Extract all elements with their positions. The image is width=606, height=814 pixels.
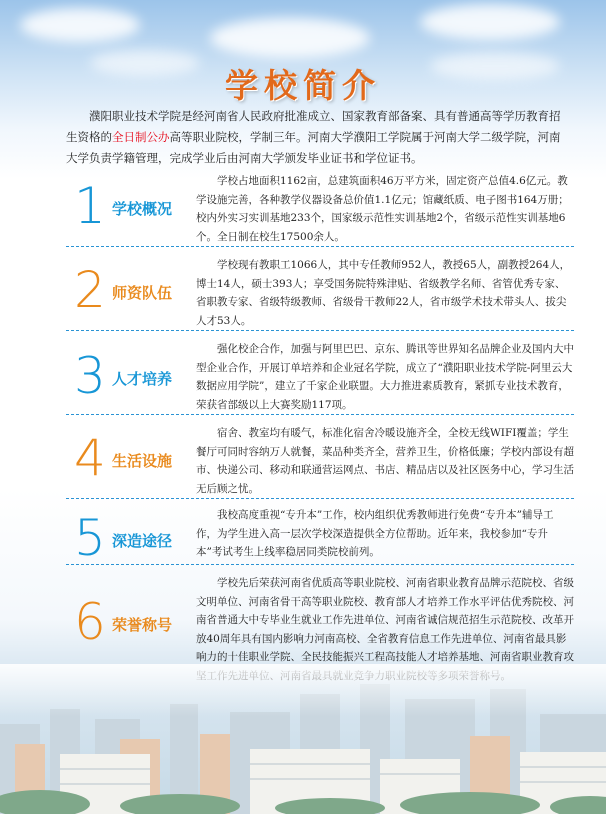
- cloud-decoration: [210, 18, 370, 58]
- section-header: [66, 594, 176, 654]
- section-divider: [66, 498, 574, 499]
- section-text: 我校高度重视“专升本”工作，校内组织优秀教师进行免费“专升本”辅导工作，为学生进入高一层次学校深造提供全方位帮助。近年来，我校参加“专升本”考试考生上线率稳居同类院校前列。: [196, 509, 554, 559]
- section-header: [66, 262, 176, 322]
- section-text: 强化校企合作，加强与阿里巴巴、京东、腾讯等世界知名品牌企业及国内大中型企业合作，开展订单培养和企业冠名学院，成立了“濮阳职业技术学院-阿里云大数据应用学院”，建立了千家企业联盟。大力推进素质教育，紧抓专业技术教育，荣获省部级以上大赛奖励117项。: [196, 343, 574, 411]
- section-number: 5: [74, 509, 106, 567]
- section-number: 1: [74, 177, 106, 235]
- intro-highlight: 全日制公办: [112, 130, 170, 144]
- section-title: 人才培养: [112, 370, 173, 388]
- section-title: 生活设施: [112, 452, 173, 470]
- section-header: [66, 430, 176, 490]
- section-text: 宿舍、教室均有暖气，标准化宿舍冷暖设施齐全，全校无线WIFI覆盖；学生餐厅可同时容纳万人就餐，菜品种类齐全，营养卫生，价格低廉；学校内部设有超市、快递公司、移动和联通营运网点、书店、精品店以及社区医务中心，学习生活无后顾之忧。: [196, 427, 574, 495]
- section-text: 学校先后荣获河南省优质高等职业院校、河南省职业教育品牌示范院校、省级文明单位、河南省骨干高等职业院校、教育部人才培养工作水平评估优秀院校、河南省普通大中专毕业生就业工作先进单位、河南省诚信规范招生示范院校、改革开放40周年具有国内影响力河南高校、全省教育信息工作先进单位、河南省最具影响力的十佳职业学院、全民技能振兴工程高技能人才培养基地、河南省职业教育攻: [196, 577, 574, 664]
- section-divider: [66, 246, 574, 247]
- page-title: 学校简介: [225, 66, 381, 105]
- intro-paragraph: [66, 106, 566, 169]
- section-number: 6: [74, 593, 106, 651]
- section-number: 4: [74, 429, 106, 487]
- section-number: 3: [74, 347, 106, 405]
- campus-skyline-image: [0, 664, 606, 814]
- section-text: 学校占地面积1162亩，总建筑面积46万平方米，固定资产总值4.6亿元。教学设施完善，各种教学仪器设备总价值1.1亿元；馆藏纸质、电子图书164万册；校内外实习实训基地233个，国家级示范性实训基地2个，省级示范性实训基地6个。全日制在校生17500余人。: [196, 175, 569, 243]
- section-number: 2: [74, 261, 106, 319]
- section-header: [66, 348, 176, 408]
- section-header: [66, 178, 176, 238]
- section-divider: [66, 330, 574, 331]
- intro-text: 高等职业院校，学制三年。河南大学濮阳工学院属于河南大学二级学院，河南大学负责学籍管理，完成学业后由河南大学颁发毕业证书和学位证书。: [66, 130, 561, 165]
- cloud-decoration: [420, 4, 560, 40]
- section-title: 荣誉称号: [112, 616, 173, 634]
- section-divider: [66, 564, 574, 565]
- section-title: 学校概况: [112, 200, 173, 218]
- section-title: 师资队伍: [112, 284, 173, 302]
- cloud-decoration: [20, 8, 140, 42]
- intro-text: 濮阳职业技术学院是经河南省人民政府批准成立、国家教育部备案、具有普通高等学历教育招生资格的: [66, 109, 561, 144]
- section-divider: [66, 414, 574, 415]
- section-title: 深造途径: [112, 532, 173, 550]
- section-text: 学校现有教职工1066人，其中专任教师952人，教授65人，副教授264人，博士14人，硕士393人；享受国务院特殊津贴、省级教学名师、省管优秀专家、省职教专家、省级特级教师、省级骨干教师22人，省市级学术技术带头人、拔尖人才53人。: [196, 259, 571, 327]
- section-header: [66, 510, 176, 570]
